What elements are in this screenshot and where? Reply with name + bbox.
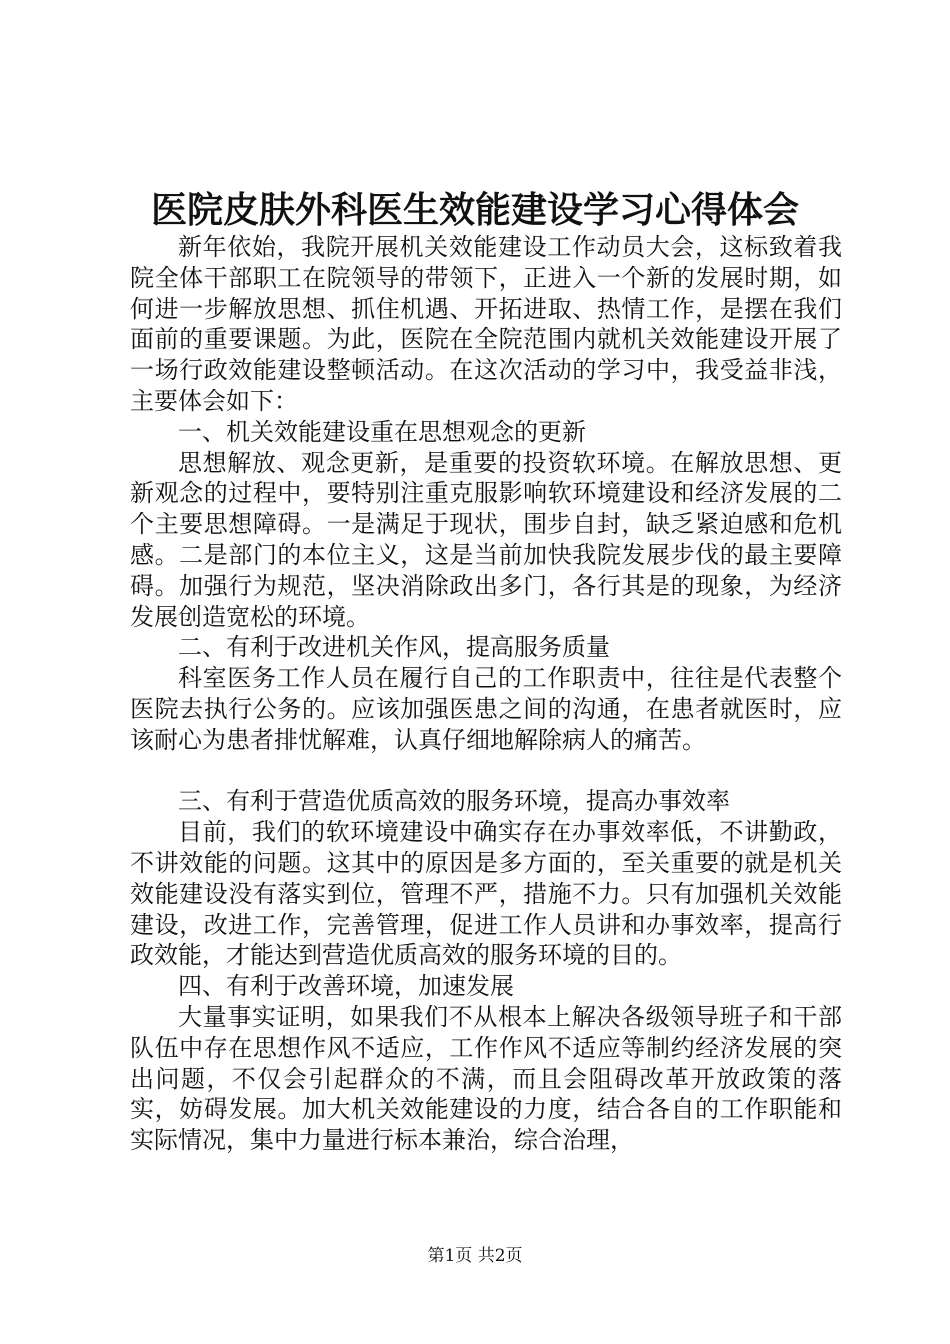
page-footer: 第1页 共2页 bbox=[427, 1246, 523, 1266]
document-title: 医院皮肤外科医生效能建设学习心得体会 bbox=[150, 189, 799, 231]
blank-line bbox=[130, 756, 842, 787]
section-heading-2: 二、有利于改进机关作风，提高服务质量 bbox=[178, 633, 610, 662]
section-paragraph-1: 思想解放、观念更新，是重要的投资软环境。在解放思想、更新观念的过程中，要特别注重克服影响软环境建设和经济发展的二个主要思想障碍。一是满足于现状，围步自封，缺乏紧迫感和危机感。二是部门的本位主义，这是当前加快我院发展步伐的最主要障碍。加强行为规范，坚决消除政出多门，各行其是的现象，为经济发展创造宽松的环境。 bbox=[130, 448, 842, 631]
section-heading-4: 四、有利于改善环境，加速发展 bbox=[178, 972, 514, 1001]
document-body bbox=[130, 232, 842, 1156]
section-heading-3: 三、有利于营造优质高效的服务环境，提高办事效率 bbox=[178, 787, 730, 816]
section-paragraph-3: 目前，我们的软环境建设中确实存在办事效率低，不讲勤政，不讲效能的问题。这其中的原因是多方面的，至关重要的就是机关效能建设没有落实到位，管理不严，措施不力。只有加强机关效能建设，改进工作，完善管理，促进工作人员讲和办事效率，提高行政效能，才能达到营造优质高效的服务环境的目的。 bbox=[130, 818, 842, 970]
section-paragraph-2: 科室医务工作人员在履行自己的工作职责中，往往是代表整个医院去执行公务的。应该加强医患之间的沟通，在患者就医时，应该耐心为患者排忧解难，认真仔细地解除病人的痛苦。 bbox=[130, 664, 842, 754]
section-heading-1: 一、机关效能建设重在思想观念的更新 bbox=[178, 417, 586, 446]
section-paragraph-4: 大量事实证明，如果我们不从根本上解决各级领导班子和干部队伍中存在思想作风不适应，工作作风不适应等制约经济发展的突出问题，不仅会引起群众的不满，而且会阻碍改革开放政策的落实，妨碍发展。加大机关效能建设的力度，结合各自的工作职能和实际情况，集中力量进行标本兼治，综合治理， bbox=[130, 1002, 842, 1155]
intro-paragraph: 新年依始，我院开展机关效能建设工作动员大会，这标致着我院全体干部职工在院领导的带领下，正进入一个新的发展时期，如何进一步解放思想、抓住机遇、开拓进取、热情工作，是摆在我们面前的重要课题。为此，医院在全院范围内就机关效能建设开展了一场行政效能建设整顿活动。在这次活动的学习中，我受益非浅，主要体会如下： bbox=[130, 233, 842, 415]
